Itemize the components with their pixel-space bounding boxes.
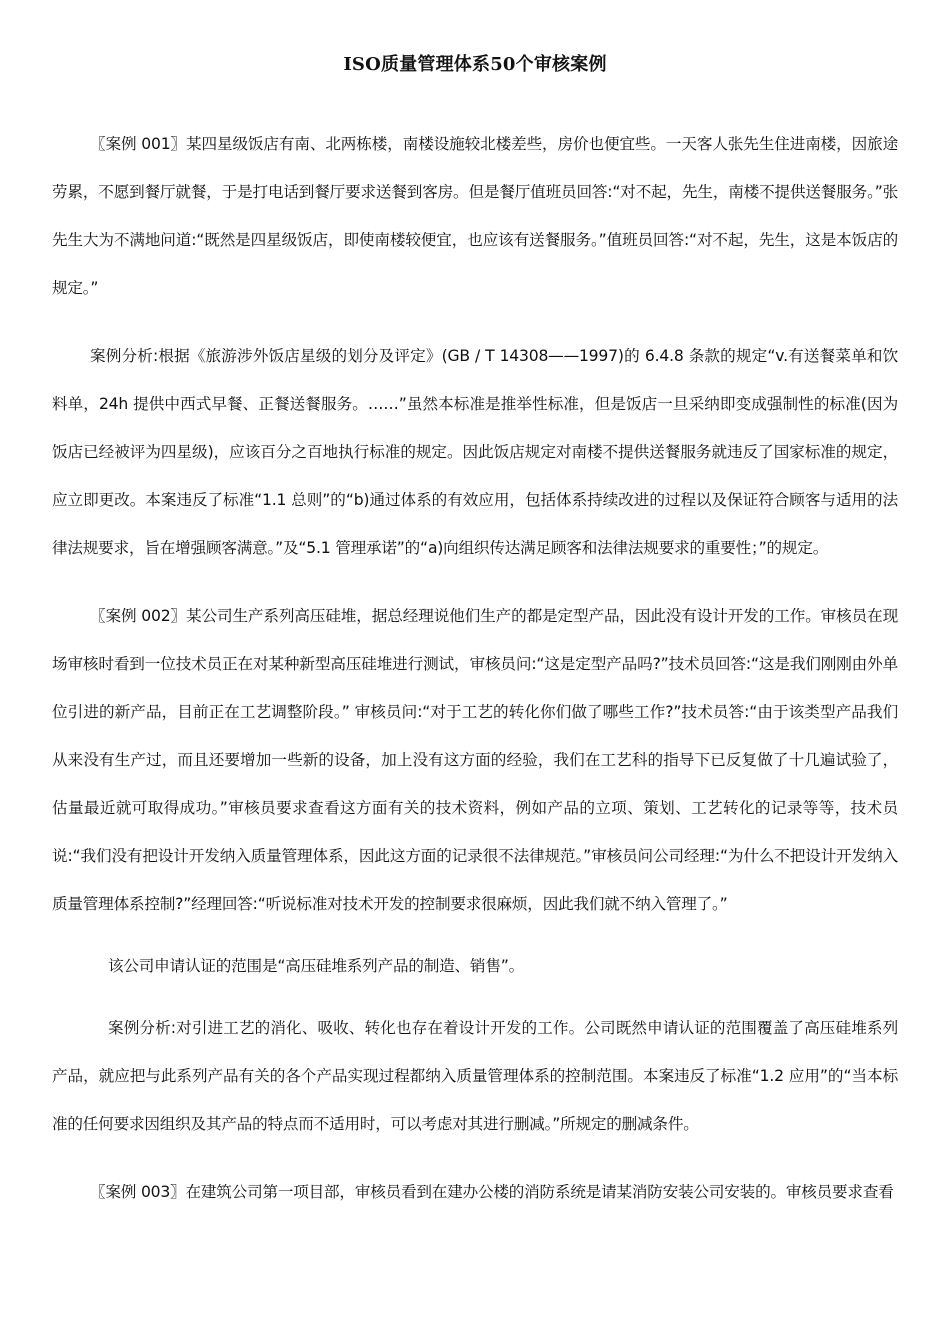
paragraph-case-001-analysis: 案例分析:根据《旅游涉外饭店星级的划分及评定》(GB / T 14308——1997)的 6.4.8 条款的规定“v.有送餐菜单和饮料单，24h 提供中西式早餐、正餐送餐服务。……”虽然本标准是推举性标准，但是饭店一旦采纳即变成强制性的标准(因为饭店已经被评为四星级)，应该百分之百地执行标准的规定。因此饭店规定对南楼不提供送餐服务就违反了国家标准的规定，应立即更改。本案违反了标准“1.1 总则”的“b)通过体系的有效应用，包括体系持续改进的过程以及保证符合顾客与适用的法律法规要求，旨在增强顾客满意。”及“5.1 管理承诺”的“a)向组织传达满足顾客和法律法规要求的重要性；”的规定。 <box>52 347 898 557</box>
document-title: ISO质量管理体系50个审核案例 <box>343 54 607 75</box>
paragraph-case-002-analysis: 案例分析:对引进工艺的消化、吸收、转化也存在着设计开发的工作。公司既然申请认证的范围覆盖了高压硅堆系列产品，就应把与此系列产品有关的各个产品实现过程都纳入质量管理体系的控制范围。本案违反了标准“1.2 应用”的“当本标准的任何要求因组织及其产品的特点而不适用时，可以考虑对其进行删减。”所规定的删减条件。 <box>52 1019 898 1133</box>
paragraph-case-002-scope: 该公司申请认证的范围是“高压硅堆系列产品的制造、销售”。 <box>108 957 524 975</box>
paragraph-case-003: 〖案例 003〗在建筑公司第一项目部，审核员看到在建办公楼的消防系统是请某消防安装公司安装的。审核员要求查看 <box>90 1183 894 1201</box>
paragraph-case-002: 〖案例 002〗某公司生产系列高压硅堆，据总经理说他们生产的都是定型产品，因此没有设计开发的工作。审核员在现场审核时看到一位技术员正在对某种新型高压硅堆进行测试，审核员问:“这是定型产品吗?”技术员回答:“这是我们刚刚由外单位引进的新产品，目前正在工艺调整阶段。” 审核员问:“对于工艺的转化你们做了哪些工作?”技术员答:“由于该类型产品我们从来没有生产过，而且还要增加一些新的设备，加上没有这方面的经验，我们在工艺科的指导下已反复做了十几遍试验了，估量最近就可取得成功。”审核员要求查看这方面有关的技术资料，例如产品的立项、策划、工艺转化的记录等等，技术员说:“我们没有把设计开发纳入质量管理体系，因此这方面的记录很不法律规范。”审核员问公司经理:“为什么不把设计开发纳入质量管理体系控制?”经理回答:“听说标准对技术开发的控制要求很麻烦，因此我们就不纳入管理了。” <box>52 607 898 913</box>
paragraph-case-001: 〖案例 001〗某四星级饭店有南、北两栋楼，南楼设施较北楼差些，房价也便宜些。一天客人张先生住进南楼，因旅途劳累，不愿到餐厅就餐，于是打电话到餐厅要求送餐到客房。但是餐厅值班员回答:“对不起，先生，南楼不提供送餐服务。”张先生大为不满地问道:“既然是四星级饭店，即使南楼较便宜，也应该有送餐服务。”值班员回答:“对不起，先生，这是本饭店的规定。” <box>52 135 898 297</box>
